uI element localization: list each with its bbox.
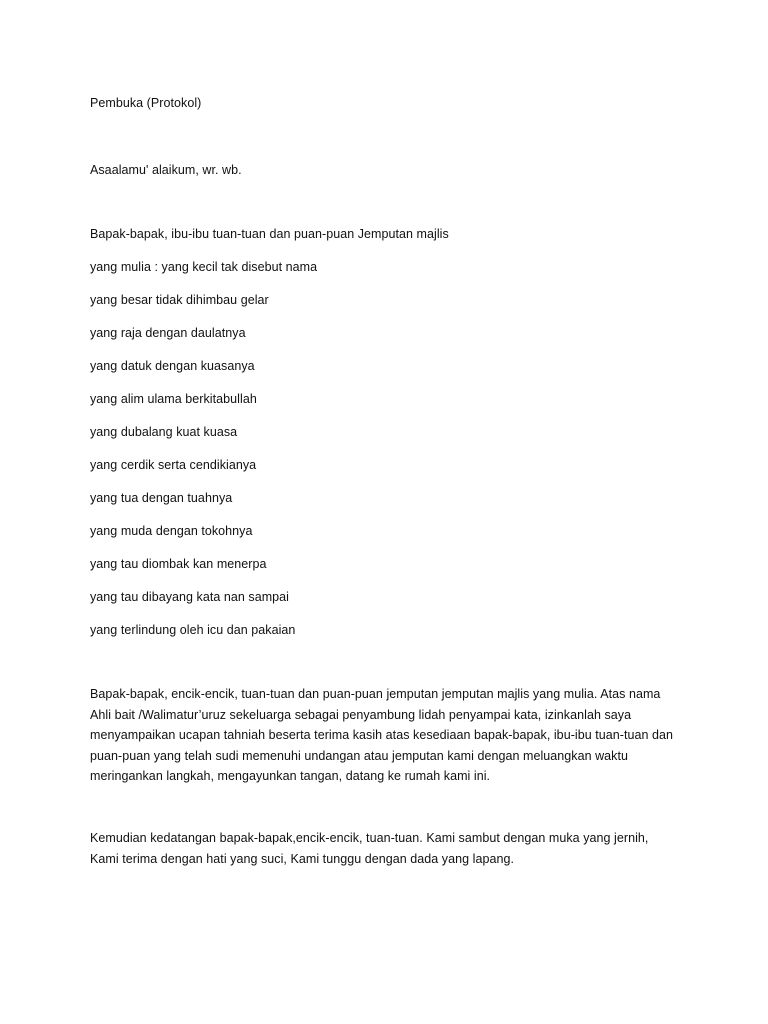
body-paragraph-2 bbox=[90, 828, 690, 869]
verse-line: yang raja dengan daulatnya bbox=[90, 326, 246, 340]
verse-line: yang besar tidak dihimbau gelar bbox=[90, 293, 269, 307]
verse-line: yang cerdik serta cendikianya bbox=[90, 458, 257, 472]
verse-line: yang terlindung oleh icu dan pakaian bbox=[90, 623, 296, 637]
verse-line: yang datuk dengan kuasanya bbox=[90, 359, 255, 373]
verse-line: yang mulia : yang kecil tak disebut nama bbox=[90, 260, 318, 274]
verse-line: Bapak-bapak, ibu-ibu tuan-tuan dan puan-puan Jemputan majlis bbox=[90, 227, 449, 241]
verse-line: yang tau diombak kan menerpa bbox=[90, 557, 267, 571]
verse-line: yang alim ulama berkitabullah bbox=[90, 392, 257, 406]
greeting-line: Asaalamu' alaikum, wr. wb. bbox=[90, 163, 242, 177]
paragraph-line: menyampaikan ucapan tahniah beserta terima kasih atas kesediaan bapak-bapak, ibu-ibu tuan-tuan dan bbox=[90, 728, 674, 742]
verse-line: yang tua dengan tuahnya bbox=[90, 491, 233, 505]
paragraph-line: puan-puan yang telah sudi memenuhi undangan atau jemputan kami dengan meluangkan waktu bbox=[90, 748, 629, 763]
verse-line: yang dubalang kuat kuasa bbox=[90, 425, 238, 439]
paragraph-line: Kemudian kedatangan bapak-bapak,encik-encik, tuan-tuan. Kami sambut dengan muka yang jernih, bbox=[90, 831, 649, 845]
paragraph-line: Kami terima dengan hati yang suci, Kami tunggu dengan dada yang lapang. bbox=[90, 851, 514, 866]
paragraph-line: Ahli bait /Walimatur’uruz sekeluarga sebagai penyambung lidah penyampai kata, izinkanlah saya bbox=[90, 707, 632, 722]
verse-line: yang muda dengan tokohnya bbox=[90, 524, 253, 538]
paragraph-line: Bapak-bapak, encik-encik, tuan-tuan dan puan-puan jemputan jemputan majlis yang mulia. Atas nama bbox=[90, 687, 661, 701]
document-heading: Pembuka (Protokol) bbox=[90, 96, 202, 110]
verse-line: yang tau dibayang kata nan sampai bbox=[90, 590, 290, 604]
body-paragraph-1 bbox=[90, 684, 690, 787]
paragraph-line: meringankan langkah, mengayunkan tangan, datang ke rumah kami ini. bbox=[90, 769, 491, 783]
